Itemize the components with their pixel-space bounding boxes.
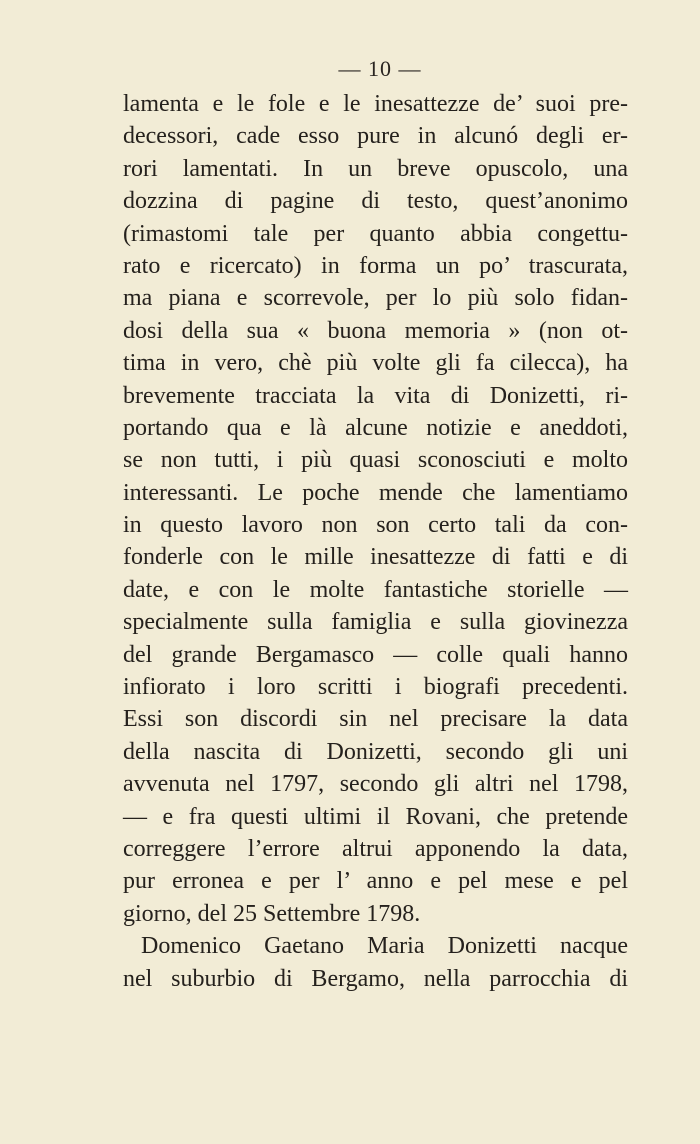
text-line: dosi della sua « buona memoria » (non ot-: [123, 317, 628, 344]
body-text: [123, 88, 628, 995]
page-number: — 10 —: [338, 56, 422, 81]
text-line: della nascita di Donizetti, secondo gli uni: [123, 738, 628, 765]
text-line: dozzina di pagine di testo, quest’anonimo: [123, 188, 628, 215]
text-line: infiorato i loro scritti i biografi precedenti.: [123, 674, 628, 701]
text-line: decessori, cade esso pure in alcunó degli er-: [123, 123, 628, 150]
text-line: interessanti. Le poche mende che lamentiamo: [123, 479, 628, 506]
text-line: avvenuta nel 1797, secondo gli altri nel 1798,: [123, 771, 628, 798]
text-line: del grande Bergamasco — colle quali hanno: [123, 641, 628, 668]
text-line: brevemente tracciata la vita di Donizetti, ri-: [123, 382, 628, 409]
text-line: Domenico Gaetano Maria Donizetti nacque: [141, 933, 628, 960]
text-line: fonderle con le mille inesattezze di fatti e di: [123, 544, 628, 571]
paragraph-2: [123, 930, 628, 995]
text-line: rato e ricercato) in forma un po’ trascurata,: [123, 252, 628, 279]
text-line: Essi son discordi sin nel precisare la data: [123, 706, 628, 733]
text-line: portando qua e là alcune notizie e aneddoti,: [123, 414, 628, 441]
text-line: pur erronea e per l’ anno e pel mese e pel: [123, 868, 628, 895]
text-line: rori lamentati. In un breve opuscolo, una: [123, 155, 628, 182]
text-line: ma piana e scorrevole, per lo più solo fidan-: [123, 285, 628, 312]
text-line: lamenta e le fole e le inesattezze de’ suoi pre-: [123, 91, 628, 117]
text-line: tima in vero, chè più volte gli fa cilecca), ha: [123, 350, 628, 377]
text-line: specialmente sulla famiglia e sulla giovinezza: [123, 609, 628, 636]
paragraph-1: [123, 88, 628, 930]
text-line: nel suburbio di Bergamo, nella parrocchia di: [123, 965, 628, 992]
text-line: date, e con le molte fantastiche storielle —: [123, 576, 628, 603]
text-line: in questo lavoro non son certo tali da con-: [123, 512, 628, 539]
text-line: (rimastomi tale per quanto abbia congettu-: [123, 220, 628, 247]
text-line: se non tutti, i più quasi sconosciuti e molto: [123, 447, 628, 474]
text-line: giorno, del 25 Settembre 1798.: [123, 900, 421, 927]
text-line: correggere l’errore altrui apponendo la data,: [123, 835, 628, 862]
text-line: — e fra questi ultimi il Rovani, che pretende: [123, 803, 628, 830]
